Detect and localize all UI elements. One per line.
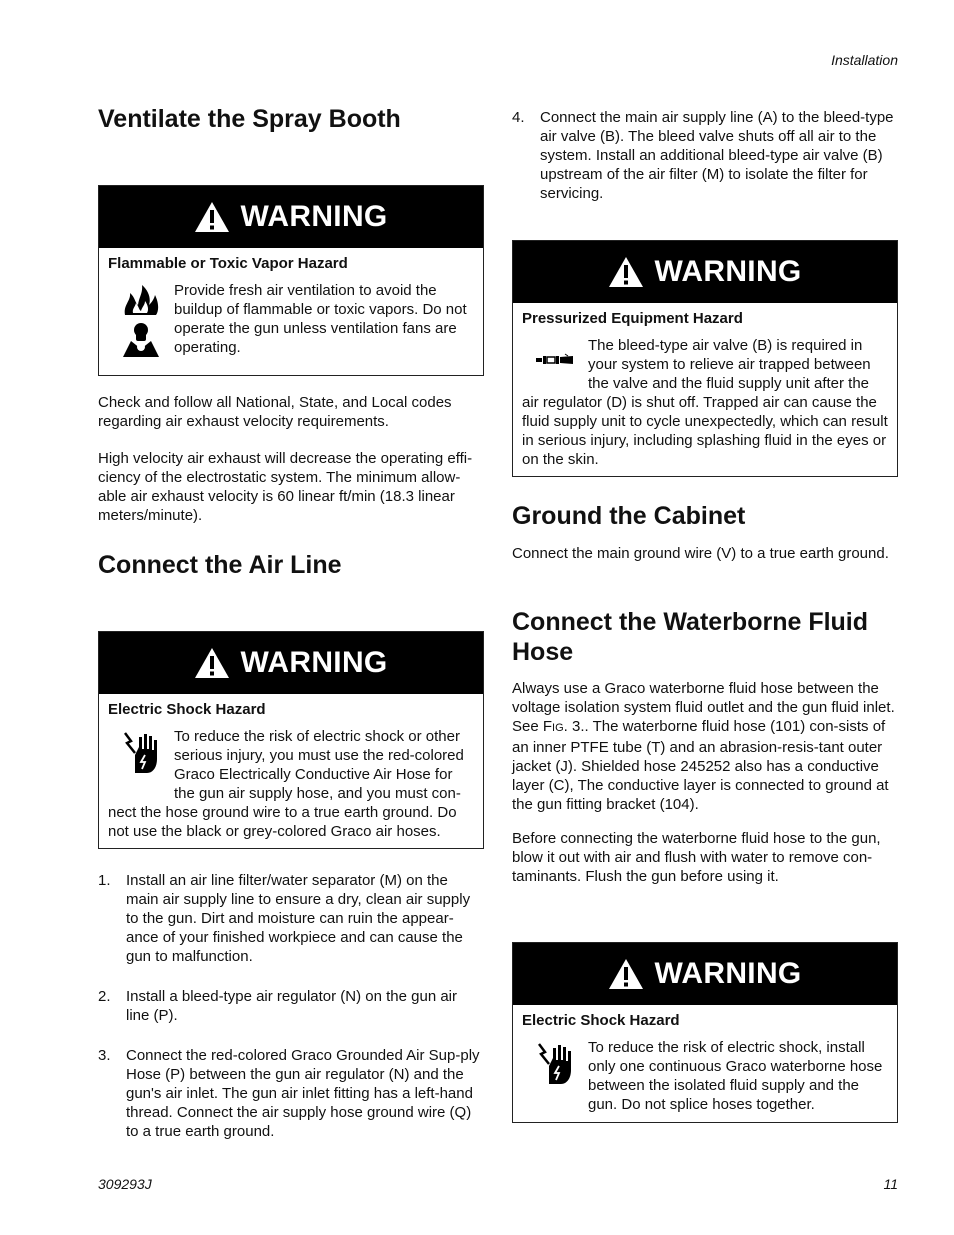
running-head: Installation [831,52,898,68]
document-number: 309293J [98,1176,152,1192]
warning-text: The bleed-type air valve (B) is required in your system to relieve air trapped between the valve and the fluid supply unit after the air regulator (D) is shut off. Trapped air can cause the fluid supply unit to cycle unexpectedly, which can result in serious injury, including splashing fluid in the eyes or on the skin. [522,337,888,468]
list-item: 4. Connect the main air supply line (A) to the bleed-type air valve (B). The bleed valve shuts off all air to the system. Install an additional bleed-type air valve (B) upstream of the air filter (M) to isolate the filter for servicing. [512,109,894,202]
section-title-ventilate: Ventilate the Spray Booth [98,105,401,133]
warning-triangle-icon [608,958,644,990]
warning-box-shock-air [98,631,484,849]
hazard-title: Electric Shock Hazard [522,1012,680,1029]
list-item: 3. Connect the red-colored Graco Grounded Air Sup-ply Hose (P) between the gun air regulator (N) and the gun's air inlet. The gun air inlet fitting has a left-hand thread. Connect the air supply hose ground wire (Q) to a true earth ground. [98,1047,480,1140]
section-title-air-line: Connect the Air Line [98,551,342,579]
warning-header [99,186,483,248]
electric-shock-hand-icon [123,729,159,775]
section-title-fluid-hose: Connect the Waterborne Fluid Hose [512,608,869,666]
warning-label: WARNING [240,646,388,679]
hazard-title: Electric Shock Hazard [108,701,266,718]
warning-label: WARNING [654,957,802,990]
fire-icon [121,283,161,317]
page-number: 11 [883,1176,898,1192]
warning-text: To reduce the risk of electric shock or other serious injury, you must use the red-colored Graco Electrically Conductive Air Hose for the gun air supply hose, and you must con-nect the hose ground wire to a true earth ground. Do not use the black or grey-colored Graco air hoses. [108,728,464,840]
electric-shock-hand-icon [537,1040,573,1086]
warning-box-vapor [98,185,484,376]
list-item: 2. Install a bleed-type air regulator (N) on the gun air line (P). [98,988,458,1024]
paragraph-fluid-hose: Always use a Graco waterborne fluid hose between the voltage isolation system fluid outlet and the gun fluid inlet. See FIG. 3.. The waterborne fluid hose (101) con-sists of an inner PTFE tube (T) and an abrasion-resis-tant outer jacket (J). Shielded hose 245252 also has a conductive layer (C), The conductive layer is connected to ground at the gun fitting bracket (104). [512,680,895,813]
paragraph-codes: Check and follow all National, State, and Local codes regarding air exhaust velocity requirements. [98,394,452,430]
warning-label: WARNING [654,255,802,288]
warning-triangle-icon [194,647,230,679]
warning-box-shock-hose [512,942,898,1123]
warning-label: WARNING [240,200,388,233]
paragraph-exhaust: High velocity air exhaust will decrease the operating effi-ciency of the electrostatic system. The minimum allow-able air exhaust velocity is 60 linear ft/min (18.3 linear meters/minute). [98,450,473,524]
list-item: 1. Install an air line filter/water separator (M) on the main air supply line to ensure a dry, clean air supply to the gun. Dirt and moisture can ruin the appear-ance of your finished workpiece and can cause the gun to malfunction. [98,872,471,965]
section-title-ground: Ground the Cabinet [512,502,746,530]
paragraph-flush: Before connecting the waterborne fluid hose to the gun, blow it out with air and flush with water to remove con-taminants. Flush the gun before using it. [512,830,881,885]
hazard-title: Flammable or Toxic Vapor Hazard [108,255,348,272]
warning-text: Provide fresh air ventilation to avoid the buildup of flammable or toxic vapors. Do not operate the gun unless ventilation fans are operating. [174,282,467,356]
warning-triangle-icon [608,256,644,288]
warning-header [513,943,897,1005]
warning-text: To reduce the risk of electric shock, install only one continuous Graco waterborne hose between the isolated fluid supply and the gun. Do not splice hoses together. [588,1039,883,1113]
paragraph-ground: Connect the main ground wire (V) to a true earth ground. [512,545,889,562]
pressurized-valve-icon [535,353,575,367]
warning-triangle-icon [194,201,230,233]
warning-box-pressure [512,240,898,477]
warning-header [99,632,483,694]
air-line-steps [98,871,484,1141]
hazard-title: Pressurized Equipment Hazard [522,310,743,327]
warning-header [513,241,897,303]
respirator-icon [121,321,161,359]
